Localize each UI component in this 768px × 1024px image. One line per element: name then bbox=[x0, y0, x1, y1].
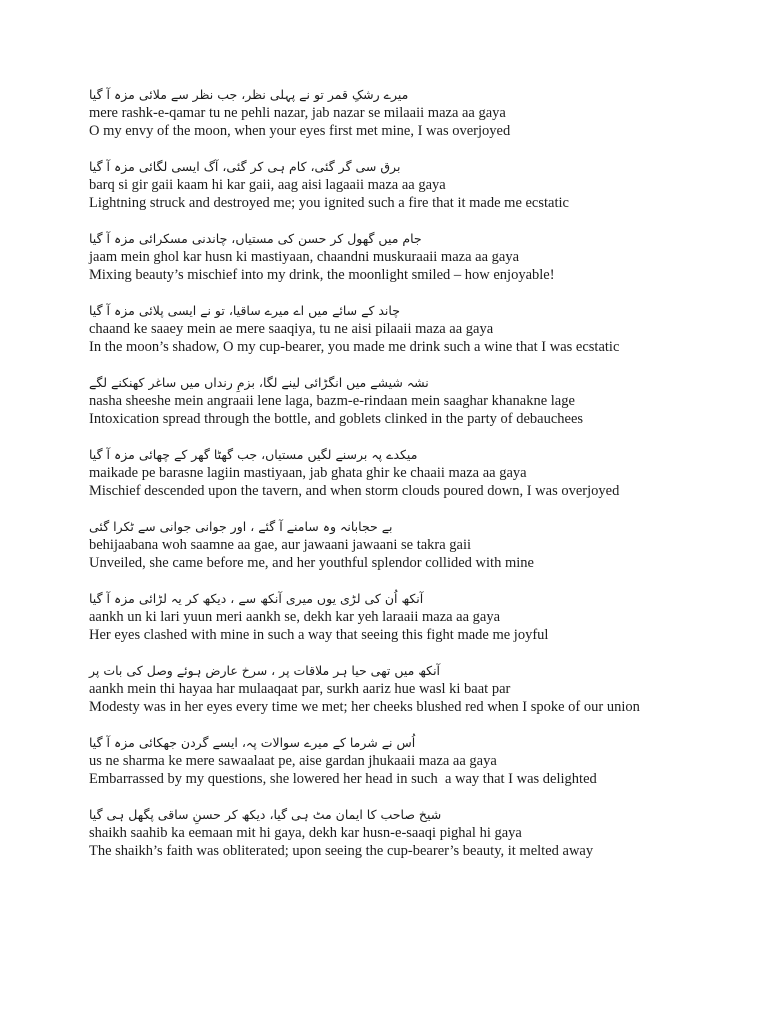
stanza bbox=[89, 446, 728, 500]
urdu-verse: جام میں گھول کر حسن کی مستیاں، چاندنی مسکرائی مزہ آ گیا bbox=[89, 231, 422, 246]
translation: Her eyes clashed with mine in such a way that seeing this fight made me joyful bbox=[89, 627, 549, 643]
urdu-verse: چاند کے سائے میں اے میرے ساقیا، تو نے ایسی پلائی مزہ آ گیا bbox=[89, 303, 400, 318]
transliteration: maikade pe barasne lagiin mastiyaan, jab ghata ghir ke chaaii maza aa gaya bbox=[89, 465, 527, 481]
translation: In the moon’s shadow, O my cup-bearer, you made me drink such a wine that I was ecstatic bbox=[89, 339, 620, 355]
urdu-verse: آنکھ اُن کی لڑی یوں میری آنکھ سے ، دیکھ کر یہ لڑائی مزہ آ گیا bbox=[89, 591, 424, 606]
transliteration: chaand ke saaey mein ae mere saaqiya, tu ne aisi pilaaii maza aa gaya bbox=[89, 321, 494, 337]
translation: Intoxication spread through the bottle, and goblets clinked in the party of debauchees bbox=[89, 411, 584, 427]
transliteration: barq si gir gaii kaam hi kar gaii, aag aisi lagaaii maza aa gaya bbox=[89, 177, 446, 193]
translation: Modesty was in her eyes every time we met; her cheeks blushed red when I spoke of our union bbox=[89, 699, 640, 715]
stanza bbox=[89, 590, 728, 644]
transliteration: nasha sheeshe mein angraaii lene laga, bazm-e-rindaan mein saaghar khanakne lage bbox=[89, 393, 575, 409]
translation: Mischief descended upon the tavern, and when storm clouds poured down, I was overjoyed bbox=[89, 483, 620, 499]
stanza bbox=[89, 302, 728, 356]
translation: O my envy of the moon, when your eyes first met mine, I was overjoyed bbox=[89, 123, 511, 139]
transliteration: mere rashk-e-qamar tu ne pehli nazar, jab nazar se milaaii maza aa gaya bbox=[89, 105, 506, 121]
stanza bbox=[89, 518, 728, 572]
translation: Lightning struck and destroyed me; you ignited such a fire that it made me ecstatic bbox=[89, 195, 569, 211]
urdu-verse: بے حجابانہ وہ سامنے آ گئے ، اور جوانی جوانی سے ٹکرا گئی bbox=[89, 519, 393, 534]
stanza bbox=[89, 230, 728, 284]
stanza bbox=[89, 734, 728, 788]
transliteration: us ne sharma ke mere sawaalaat pe, aise gardan jhukaaii maza aa gaya bbox=[89, 753, 497, 769]
stanza bbox=[89, 806, 728, 860]
translation: The shaikh’s faith was obliterated; upon seeing the cup-bearer’s beauty, it melted away bbox=[89, 843, 594, 859]
stanza bbox=[89, 158, 728, 212]
stanza bbox=[89, 86, 728, 140]
stanza bbox=[89, 662, 728, 716]
translation: Embarrassed by my questions, she lowered her head in such a way that I was delighted bbox=[89, 771, 597, 787]
transliteration: jaam mein ghol kar husn ki mastiyaan, chaandni muskuraaii maza aa gaya bbox=[89, 249, 520, 265]
transliteration: aankh mein thi hayaa har mulaaqaat par, surkh aariz hue wasl ki baat par bbox=[89, 681, 511, 697]
transliteration: shaikh saahib ka eemaan mit hi gaya, dekh kar husn-e-saaqi pighal hi gaya bbox=[89, 825, 522, 841]
urdu-verse: نشہ شیشے میں انگڑائی لینے لگا، بزمِ رنداں میں ساغر کھنکنے لگے bbox=[89, 375, 429, 390]
urdu-verse: برق سی گر گئی، کام ہی کر گئی، آگ ایسی لگائی مزہ آ گیا bbox=[89, 159, 401, 174]
stanza bbox=[89, 374, 728, 428]
translation: Mixing beauty’s mischief into my drink, the moonlight smiled – how enjoyable! bbox=[89, 267, 555, 283]
transliteration: behijaabana woh saamne aa gae, aur jawaani jawaani se takra gaii bbox=[89, 537, 472, 553]
urdu-verse: شیخ صاحب کا ایمان مٹ ہی گیا، دیکھ کر حسنِ ساقی پگھل ہی گیا bbox=[89, 807, 442, 822]
urdu-verse: میرے رشکِ قمر تو نے پہلی نظر، جب نظر سے ملائی مزہ آ گیا bbox=[89, 87, 409, 102]
urdu-verse: میکدے پہ برسنے لگیں مستیاں، جب گھٹا گھر کے چھائی مزہ آ گیا bbox=[89, 447, 418, 462]
urdu-verse: آنکھ میں تھی حیا ہر ملاقات پر ، سرخ عارض ہوئے وصل کی بات پر bbox=[89, 663, 441, 678]
transliteration: aankh un ki lari yuun meri aankh se, dekh kar yeh laraaii maza aa gaya bbox=[89, 609, 501, 625]
urdu-verse: اُس نے شرما کے میرے سوالات پہ، ایسے گردن جھکائی مزہ آ گیا bbox=[89, 735, 416, 750]
translation: Unveiled, she came before me, and her youthful splendor collided with mine bbox=[89, 555, 534, 571]
